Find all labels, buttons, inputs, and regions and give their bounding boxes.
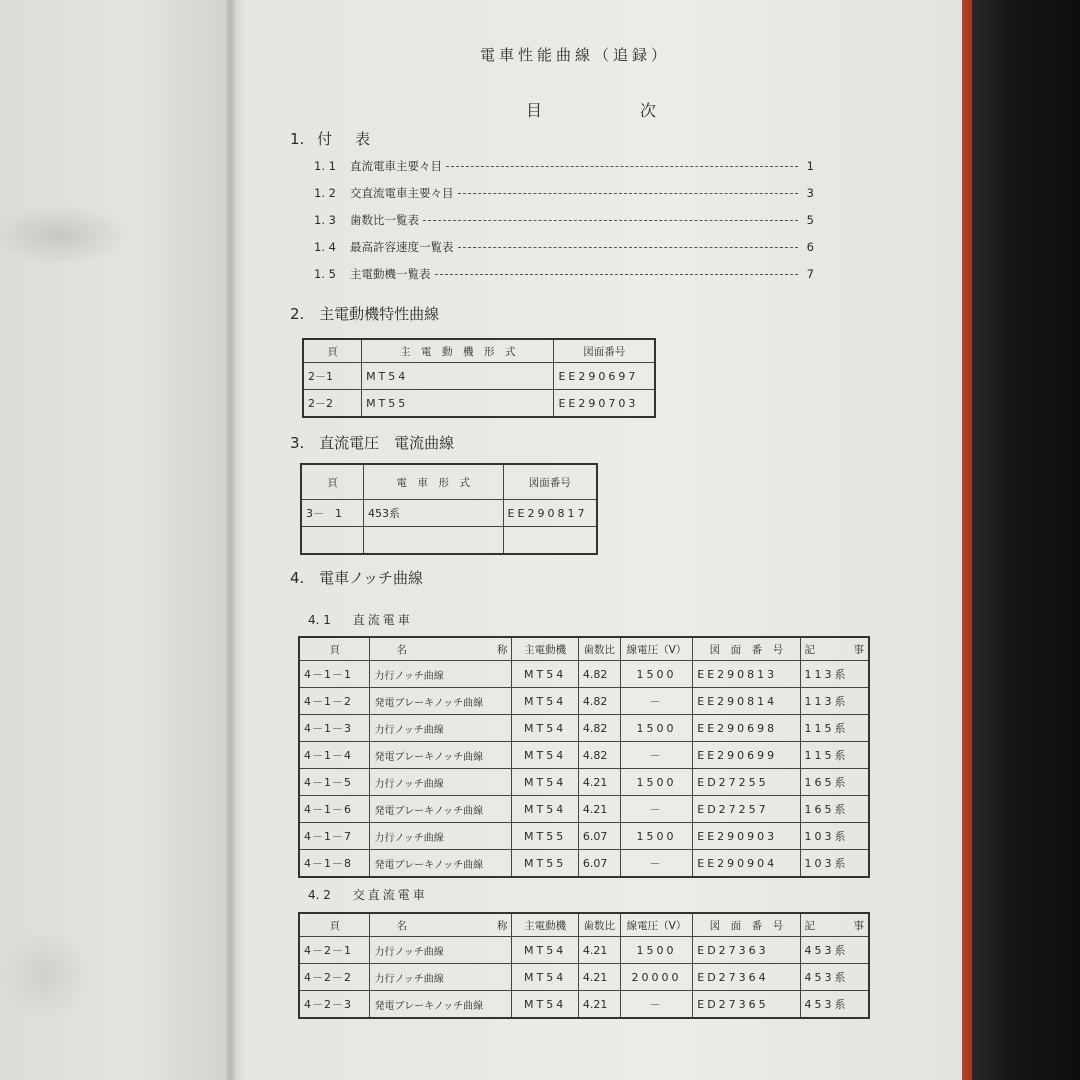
table-row xyxy=(299,661,869,688)
drawing-cell: EE290814 xyxy=(693,688,800,715)
remark-cell: 113系 xyxy=(800,688,869,715)
name-cell: 発電ブレーキノッチ曲線 xyxy=(370,850,512,878)
header-cell: 図面番号 xyxy=(503,464,597,500)
gear-ratio-cell: 4.82 xyxy=(578,688,620,715)
toc-entry xyxy=(314,184,814,202)
header-cell xyxy=(370,913,512,937)
page-cell: 4－1－5 xyxy=(299,769,370,796)
name-cell: 発電ブレーキノッチ曲線 xyxy=(370,796,512,823)
voltage-cell: － xyxy=(620,796,693,823)
motor-cell: MT54 xyxy=(512,937,578,964)
table-header-row xyxy=(299,637,869,661)
desk-background xyxy=(968,0,1080,1080)
gear-ratio-cell: 4.82 xyxy=(578,661,620,688)
toc-entry-number: 1. 1 xyxy=(314,159,336,173)
drawing-cell: EE290699 xyxy=(693,742,800,769)
page-cell: 4－1－4 xyxy=(299,742,370,769)
motor-cell: MT54 xyxy=(512,661,578,688)
table-row xyxy=(303,363,655,390)
drawing-cell: EE290697 xyxy=(554,363,655,390)
drawing-cell xyxy=(503,527,597,555)
header-name-left: 名 xyxy=(396,643,407,656)
table-row xyxy=(299,937,869,964)
toc-entry-number: 1. 3 xyxy=(314,213,336,227)
toc-entry-number: 1. 5 xyxy=(314,267,336,281)
dc-notch-table xyxy=(298,636,870,878)
gear-ratio-cell: 6.07 xyxy=(578,850,620,878)
subsection-4-2-heading xyxy=(308,886,428,903)
subsection-title: 直流電車 xyxy=(352,613,413,627)
gear-ratio-cell: 4.82 xyxy=(578,715,620,742)
voltage-cell: － xyxy=(620,742,693,769)
show-through-ink xyxy=(0,205,130,265)
section-title: 直流電圧 電流曲線 xyxy=(319,434,455,452)
leader-dots xyxy=(446,166,798,167)
subsection-4-1-heading xyxy=(308,611,413,628)
motor-cell: MT54 xyxy=(362,363,554,390)
header-cell: 主電動機 xyxy=(512,637,578,661)
header-remark-left: 記 xyxy=(804,643,815,656)
remark-cell: 453系 xyxy=(800,964,869,991)
motor-table xyxy=(302,338,656,418)
toc-entry-page: 7 xyxy=(806,267,814,281)
motor-cell: MT54 xyxy=(512,964,578,991)
header-name-right: 称 xyxy=(496,643,508,656)
table-header-row xyxy=(303,339,655,363)
section-number: 2. xyxy=(290,305,305,323)
motor-cell: MT55 xyxy=(512,850,578,878)
table-row xyxy=(299,769,869,796)
voltage-cell: 1500 xyxy=(620,769,693,796)
page-cell: 2－1 xyxy=(303,363,362,390)
voltage-cell: 1500 xyxy=(620,823,693,850)
table-row xyxy=(299,742,869,769)
toc-entry-page: 1 xyxy=(806,159,814,173)
page-cell: 4－1－7 xyxy=(299,823,370,850)
toc-entry-label: 直流電車主要々目 xyxy=(350,159,442,173)
drawing-cell: ED27255 xyxy=(693,769,800,796)
section-title: 電車ノッチ曲線 xyxy=(319,569,424,587)
name-cell: 力行ノッチ曲線 xyxy=(370,937,512,964)
page-cell: 4－2－3 xyxy=(299,991,370,1019)
name-cell: 力行ノッチ曲線 xyxy=(370,964,512,991)
drawing-cell: ED27257 xyxy=(693,796,800,823)
table-row xyxy=(303,390,655,418)
page-cell: 3－ 1 xyxy=(301,500,363,527)
remark-cell: 103系 xyxy=(800,823,869,850)
drawing-cell: ED27363 xyxy=(693,937,800,964)
page-cell: 4－1－6 xyxy=(299,796,370,823)
motor-cell: MT54 xyxy=(512,742,578,769)
header-remark-left: 記 xyxy=(804,919,815,932)
drawing-cell: EE290904 xyxy=(693,850,800,878)
gear-ratio-cell: 6.07 xyxy=(578,823,620,850)
drawing-cell: EE290813 xyxy=(693,661,800,688)
page-cell: 4－1－3 xyxy=(299,715,370,742)
toc-entry-page: 5 xyxy=(806,213,814,227)
train-cell xyxy=(363,527,503,555)
page-cell: 4－2－2 xyxy=(299,964,370,991)
page-cell: 4－1－2 xyxy=(299,688,370,715)
page-cell: 4－1－1 xyxy=(299,661,370,688)
header-cell: 図 面 番 号 xyxy=(693,913,800,937)
subsection-number: 4. 1 xyxy=(308,613,331,627)
motor-cell: MT54 xyxy=(512,769,578,796)
leader-dots xyxy=(423,220,798,221)
header-cell: 頁 xyxy=(299,913,370,937)
section-1-heading xyxy=(290,128,374,149)
remark-cell: 115系 xyxy=(800,715,869,742)
table-row xyxy=(299,964,869,991)
name-cell: 発電ブレーキノッチ曲線 xyxy=(370,991,512,1019)
section-4-heading xyxy=(290,567,423,588)
name-cell: 力行ノッチ曲線 xyxy=(370,715,512,742)
toc-entry-label: 交直流電車主要々目 xyxy=(350,186,454,200)
name-cell: 力行ノッチ曲線 xyxy=(370,823,512,850)
header-cell: 主電動機 xyxy=(512,913,578,937)
gear-ratio-cell: 4.21 xyxy=(578,937,620,964)
header-cell: 線電圧（V） xyxy=(620,637,693,661)
motor-cell: MT55 xyxy=(512,823,578,850)
voltage-cell: － xyxy=(620,850,693,878)
header-cell: 電 車 形 式 xyxy=(363,464,503,500)
header-cell xyxy=(800,913,869,937)
name-cell: 発電ブレーキノッチ曲線 xyxy=(370,688,512,715)
name-cell: 発電ブレーキノッチ曲線 xyxy=(370,742,512,769)
motor-cell: MT55 xyxy=(362,390,554,418)
voltage-cell: 20000 xyxy=(620,964,693,991)
header-cell: 歯数比 xyxy=(578,637,620,661)
header-cell: 主 電 動 機 形 式 xyxy=(362,339,554,363)
header-cell: 頁 xyxy=(301,464,363,500)
toc-entry-label: 主電動機一覧表 xyxy=(350,267,431,281)
gear-ratio-cell: 4.82 xyxy=(578,742,620,769)
name-cell: 力行ノッチ曲線 xyxy=(370,769,512,796)
toc-entry-label: 歯数比一覧表 xyxy=(350,213,419,227)
motor-cell: MT54 xyxy=(512,991,578,1019)
document-title: 電車性能曲線（追録） xyxy=(480,46,671,64)
section-number: 4. xyxy=(290,569,305,587)
toc-entry xyxy=(314,157,814,175)
motor-cell: MT54 xyxy=(512,796,578,823)
name-cell: 力行ノッチ曲線 xyxy=(370,661,512,688)
drawing-cell: ED27364 xyxy=(693,964,800,991)
header-cell: 頁 xyxy=(299,637,370,661)
train-cell: 453系 xyxy=(363,500,503,527)
motor-cell: MT54 xyxy=(512,688,578,715)
header-cell: 図面番号 xyxy=(554,339,655,363)
drawing-cell: EE290698 xyxy=(693,715,800,742)
gear-ratio-cell: 4.21 xyxy=(578,964,620,991)
toc-entry-label: 最高許容速度一覧表 xyxy=(350,240,454,254)
drawing-cell: ED27365 xyxy=(693,991,800,1019)
header-name-left: 名 xyxy=(396,919,407,932)
remark-cell: 453系 xyxy=(800,937,869,964)
voltage-table xyxy=(300,463,598,555)
table-header-row xyxy=(299,913,869,937)
table-row xyxy=(299,715,869,742)
section-number: 3. xyxy=(290,434,305,452)
voltage-cell: － xyxy=(620,991,693,1019)
subsection-number: 4. 2 xyxy=(308,888,331,902)
toc-entry-number: 1. 2 xyxy=(314,186,336,200)
remark-cell: 113系 xyxy=(800,661,869,688)
table-row xyxy=(299,688,869,715)
voltage-cell: 1500 xyxy=(620,661,693,688)
voltage-cell: － xyxy=(620,688,693,715)
section-title: 主電動機特性曲線 xyxy=(319,305,440,323)
facing-page xyxy=(0,0,230,1080)
leader-dots xyxy=(435,274,799,275)
page-cell: 2－2 xyxy=(303,390,362,418)
table-header-row xyxy=(301,464,597,500)
header-remark-right: 事 xyxy=(853,643,864,656)
subsection-title: 交直流電車 xyxy=(352,888,428,902)
show-through-ink xyxy=(0,930,90,1020)
remark-cell: 103系 xyxy=(800,850,869,878)
drawing-cell: EE290903 xyxy=(693,823,800,850)
section-number: 1. xyxy=(290,130,305,148)
gear-ratio-cell: 4.21 xyxy=(578,796,620,823)
header-cell: 頁 xyxy=(303,339,362,363)
voltage-cell: 1500 xyxy=(620,715,693,742)
toc-entry-page: 3 xyxy=(806,186,814,200)
leader-dots xyxy=(458,247,799,248)
remark-cell: 165系 xyxy=(800,769,869,796)
toc-heading-left: 目 xyxy=(526,101,543,120)
gear-ratio-cell: 4.21 xyxy=(578,769,620,796)
toc-entry-number: 1. 4 xyxy=(314,240,336,254)
voltage-cell: 1500 xyxy=(620,937,693,964)
book-gutter xyxy=(226,0,236,1080)
page-cell: 4－1－8 xyxy=(299,850,370,878)
header-cell: 線電圧（V） xyxy=(620,913,693,937)
remark-cell: 165系 xyxy=(800,796,869,823)
remark-cell: 115系 xyxy=(800,742,869,769)
motor-cell: MT54 xyxy=(512,715,578,742)
toc-heading-right: 次 xyxy=(640,101,657,120)
header-name-right: 称 xyxy=(496,919,508,932)
drawing-cell: EE290817 xyxy=(503,500,597,527)
header-cell xyxy=(370,637,512,661)
header-cell xyxy=(800,637,869,661)
leader-dots xyxy=(458,193,799,194)
table-row xyxy=(299,991,869,1019)
header-cell: 図 面 番 号 xyxy=(693,637,800,661)
toc-entry-page: 6 xyxy=(806,240,814,254)
gear-ratio-cell: 4.21 xyxy=(578,991,620,1019)
section-3-heading xyxy=(290,432,454,453)
toc-entry xyxy=(314,265,814,283)
acdc-notch-table xyxy=(298,912,870,1019)
table-row xyxy=(299,796,869,823)
drawing-cell: EE290703 xyxy=(554,390,655,418)
section-title: 付 表 xyxy=(317,130,375,148)
toc-entry xyxy=(314,238,814,256)
table-row xyxy=(299,850,869,878)
section-2-heading xyxy=(290,303,439,324)
header-cell: 歯数比 xyxy=(578,913,620,937)
header-remark-right: 事 xyxy=(853,919,864,932)
page-cell: 4－2－1 xyxy=(299,937,370,964)
page-cell xyxy=(301,527,363,555)
remark-cell: 453系 xyxy=(800,991,869,1019)
table-row xyxy=(301,500,597,527)
table-row xyxy=(299,823,869,850)
toc-entry xyxy=(314,211,814,229)
table-row xyxy=(301,527,597,555)
